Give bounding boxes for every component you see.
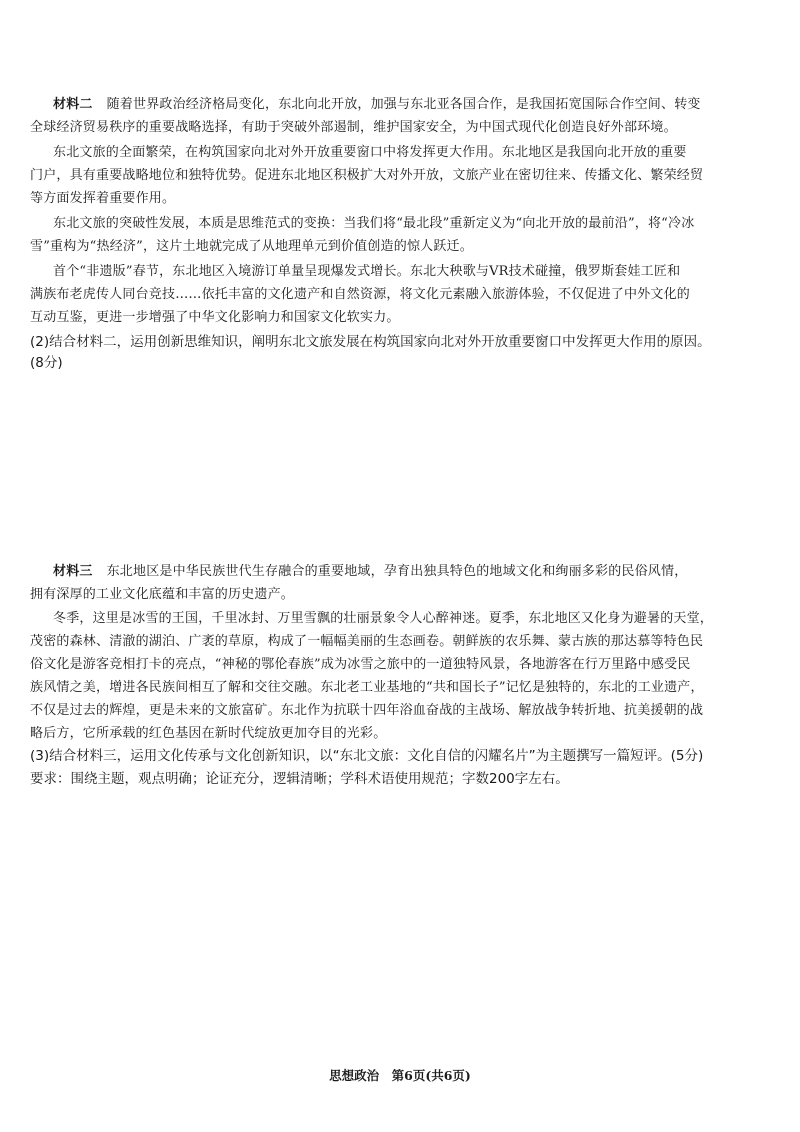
material-3-text: 略后方，它所承载的红色基因在新时代绽放更加夺目的光彩。 [30,726,387,741]
question-3-requirements: 要求：围绕主题，观点明确；论证充分，逻辑清晰；学科术语使用规范；字数200字左右。 [30,771,569,787]
material-2-text: 等方面发挥着重要作用。 [30,191,176,206]
material-3-label: 材料三 [53,564,93,579]
material-2-text: 首个“非遗版”春节，东北地区入境游订单量呈现爆发式增长。东北大秧歌与VR技术碰撞，俄罗斯套娃工匠和 [53,264,681,279]
material-3-line-1 [30,563,687,581]
question-2: (2)结合材料二，运用创新思维知识，阐明东北文旅发展在构筑国家向北对外开放重要窗口中发挥更大作用的原因。 [30,334,711,350]
material-3-text: 俗文化是游客竞相打卡的亮点，“神秘的鄂伦春族”成为冰雪之旅中的一道独特风景，各地游客在行万里路中感受民 [30,657,691,672]
material-3-text: 茂密的森林、清澈的湖泊、广袤的草原，构成了一幅幅美丽的生态画卷。朝鲜族的农乐舞、蒙古族的那达慕等特色民 [30,634,704,649]
material-2-text: 全球经济贸易秩序的重要战略选择，有助于突破外部遏制，维护国家安全，为中国式现代化创造良好外部环境。 [30,120,677,135]
material-2-line-1 [30,96,701,114]
material-3-text: 东北地区是中华民族世代生存融合的重要地域，孕育出独具特色的地域文化和绚丽多彩的民俗风情， [106,564,688,579]
material-3-text: 族风情之美，增进各民族间相互了解和交往交融。东北老工业基地的“共和国长子”记忆是独特的，东北的工业遗产， [30,680,704,695]
material-3-text: 冬季，这里是冰雪的王国，千里冰封、万里雪飘的壮丽景象令人心醉神迷。夏季，东北地区又化身为避暑的天堂， [53,611,714,626]
material-3-text: 拥有深厚的工业文化底蕴和丰富的历史遗产。 [30,587,295,602]
material-2-text: 门户，具有重要战略地位和独特优势。促进东北地区积极扩大对外开放，文旅产业在密切往来、传播文化、繁荣经贸 [30,168,704,183]
material-2-text: 东北文旅的突破性发展，本质是思维范式的变换：当我们将“最北段”重新定义为“向北开放的最前沿”，将“冷冰 [53,216,695,231]
material-2-text: 随着世界政治经济格局变化，东北向北开放，加强与东北亚各国合作，是我国拓宽国际合作空间、转变 [106,97,701,112]
page-footer: 思想政治 第6页(共6页) [329,1068,471,1083]
question-2-score: (8分) [30,355,63,371]
material-2-text: 互动互鉴，更进一步增强了中华文化影响力和国家文化软实力。 [30,310,400,325]
material-2-text: 雪”重构为“热经济”，这片土地就完成了从地理单元到价值创造的惊人跃迁。 [30,239,473,254]
material-2-label: 材料二 [53,97,93,112]
material-2-text: 东北文旅的全面繁荣，在构筑国家向北对外开放重要窗口中将发挥更大作用。东北地区是我国向北开放的重要 [53,145,687,160]
material-3-text: 不仅是过去的辉煌，更是未来的文旅富矿。东北作为抗联十四年浴血奋战的主战场、解放战争转折地、抗美援朝的战 [30,703,704,718]
material-2-text: 满族布老虎传人同台竞技……依托丰富的文化遗产和自然资源，将文化元素融入旅游体验，不仅促进了中外文化的 [30,287,691,302]
question-3: (3)结合材料三，运用文化传承与文化创新知识，以“东北文旅：文化自信的闪耀名片”为主题撰写一篇短评。(5分) [30,748,704,764]
